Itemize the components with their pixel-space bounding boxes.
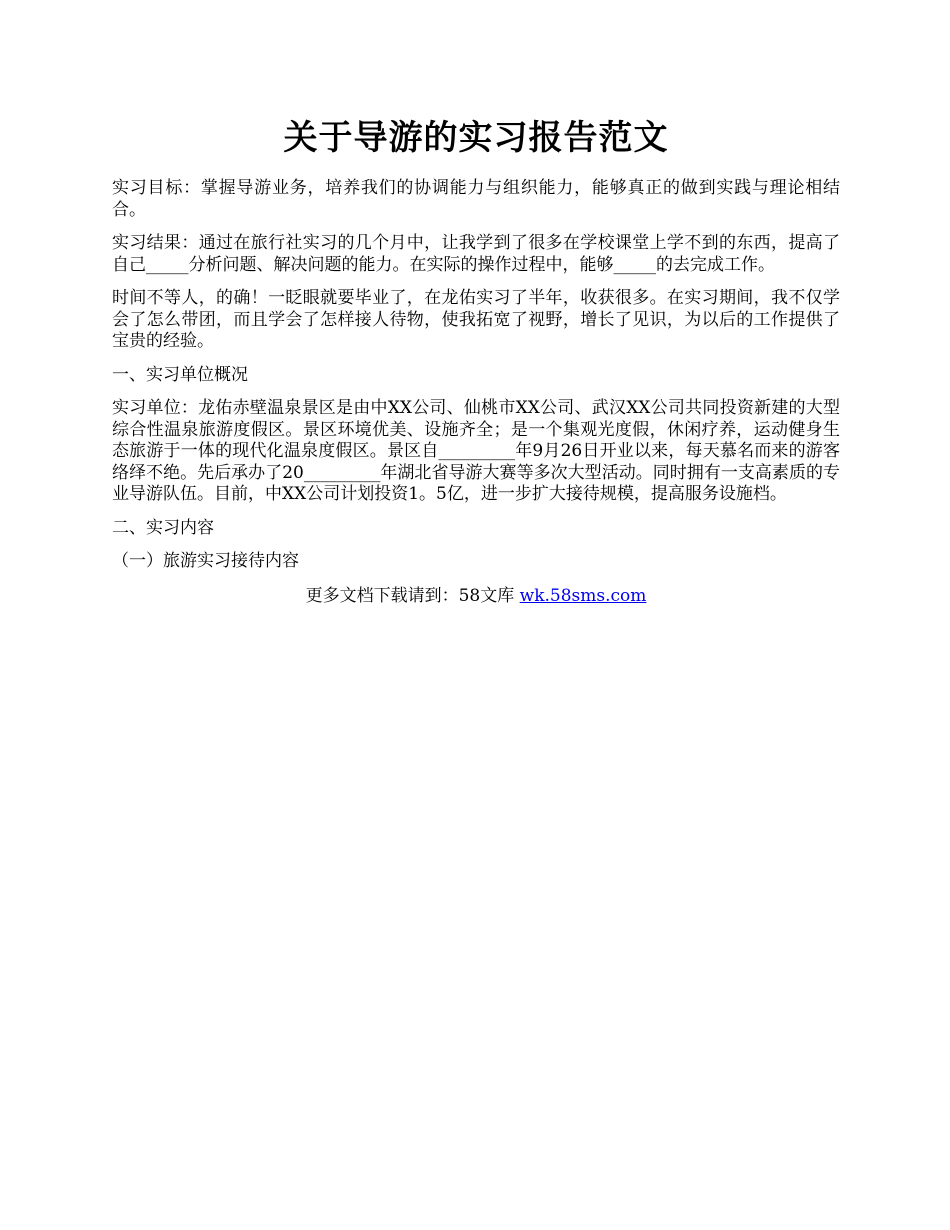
section-heading-content: 二、实习内容 <box>112 517 214 538</box>
footer-text: 更多文档下载请到：58文库 <box>305 585 515 606</box>
footer-link[interactable]: wk.58sms.com <box>519 585 647 606</box>
paragraph-objective: 实习目标：掌握导游业务，培养我们的协调能力与组织能力，能够真正的做到实践与理论相结合。 <box>112 178 840 220</box>
paragraph-unit-description: 实习单位：龙佑赤壁温泉景区是由中XX公司、仙桃市XX公司、武汉XX公司共同投资新建的大型综合性温泉旅游度假区。景区环境优美、设施齐全；是一个集观光度假，休闲疗养，运动健身生态旅游于一体的现代化温泉度假区。景区自_________年9月26日开业以来，每天慕名而来的游客络绎不绝。先后承办了20_________年湖北省导游大赛等多次大型活动。同时拥有一支高素质的专业导游队伍。目前，中XX公司计划投资1。5亿，进一步扩大接待规模，提高服务设施档。 <box>112 398 840 504</box>
section-heading-unit-overview: 一、实习单位概况 <box>112 364 248 385</box>
document-title: 关于导游的实习报告范文 <box>283 118 669 158</box>
document-page <box>112 0 840 607</box>
paragraph-reflection: 时间不等人，的确！一眨眼就要毕业了，在龙佑实习了半年，收获很多。在实习期间，我不仅学会了怎么带团，而且学会了怎样接人待物，使我拓宽了视野，增长了见识，为以后的工作提供了宝贵的经验。 <box>112 288 840 351</box>
paragraph-result: 实习结果：通过在旅行社实习的几个月中，让我学到了很多在学校课堂上学不到的东西，提高了自己_____分析问题、解决问题的能力。在实际的操作过程中，能够_____的去完成工作。 <box>112 233 840 275</box>
download-footer <box>112 585 840 607</box>
subsection-heading-reception: （一）旅游实习接待内容 <box>112 551 299 571</box>
